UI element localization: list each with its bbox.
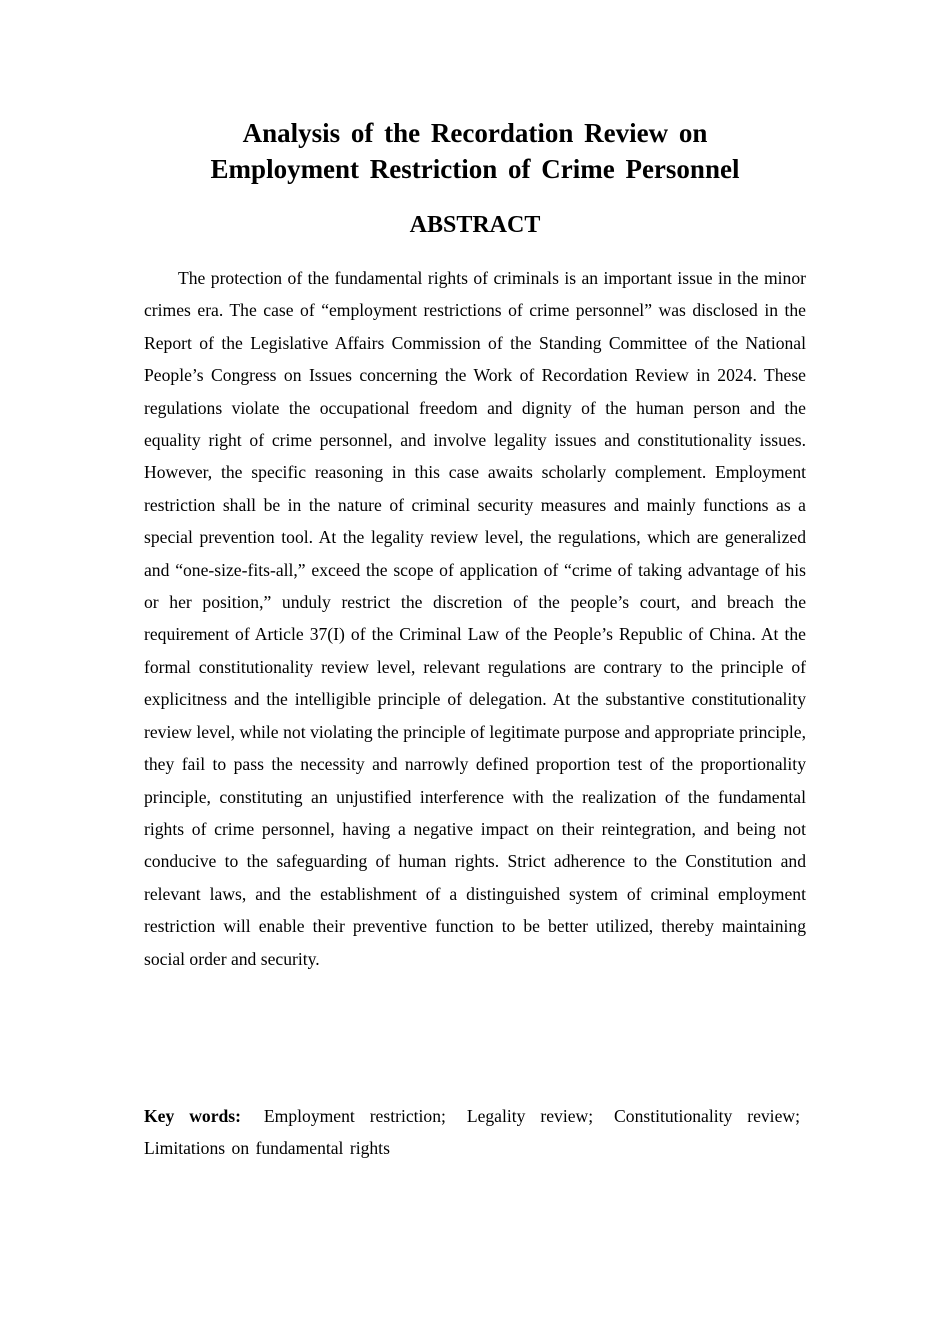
paper-title [100, 115, 850, 187]
keyword-item: Constitutionality review; [614, 1106, 800, 1126]
keyword-item: Employment restriction; [263, 1106, 446, 1126]
abstract-heading: ABSTRACT [409, 212, 541, 238]
paper-title-line-1: Analysis of the Recordation Review on [242, 118, 708, 148]
abstract-body: The protection of the fundamental rights of criminals is an important issue in the minor crimes era. The case of “employment restrictions of crime personnel” was disclosed in the Report of the Legislative Affairs Commission of the Standing Committee of the National People’s Congress on Issues concerning the Work of Recordation Review in 2024. These regulations violate the occupational freedom and dignity of the human person and the equality right of crime personnel, and involve legality issues and constitutionality issues. However, the specific reasoning in this case awaits scholarly complement. Employment restriction shall be in the nature of criminal security measures and mainly functions as a special prevention tool. At the legality review level, the regulations, which are generalized and “one-size-fits-all,” exceed the scope of application of “crime of taking advantage of his or her position,” unduly restrict the discretion of the people’s court, and breach the requirement of Article 37(I) of the Criminal Law of the People’s Republic of China. At the formal constitutionality review level, relevant regulations are contrary to the principle of explicitness and the intelligible principle of delegation. At the substantive constitutionality review level, while not violating the principle of legitimate purpose and appropriate principle, they fail to pass the necessity and narrowly defined proportion test of the proportionality principle, constituting an unjustified interference with the realization of the fundamental rights of crime personnel, having a negative impact on their reintegration, and being not conducive to the safeguarding of human rights. Strict adherence to the Constitution and relevant laws, and the establishment of a distinguished system of criminal employment restriction will enable their preventive function to be better utilized, thereby maintaining social order and security. [144, 268, 806, 969]
paper-title-line-2: Employment Restriction of Crime Personnel [210, 154, 740, 184]
keyword-item: Limitations on fundamental rights [144, 1138, 390, 1159]
keywords-line [144, 1100, 806, 1165]
keywords-label: Key words: [144, 1106, 241, 1126]
keyword-item: Legality review; [466, 1106, 594, 1126]
